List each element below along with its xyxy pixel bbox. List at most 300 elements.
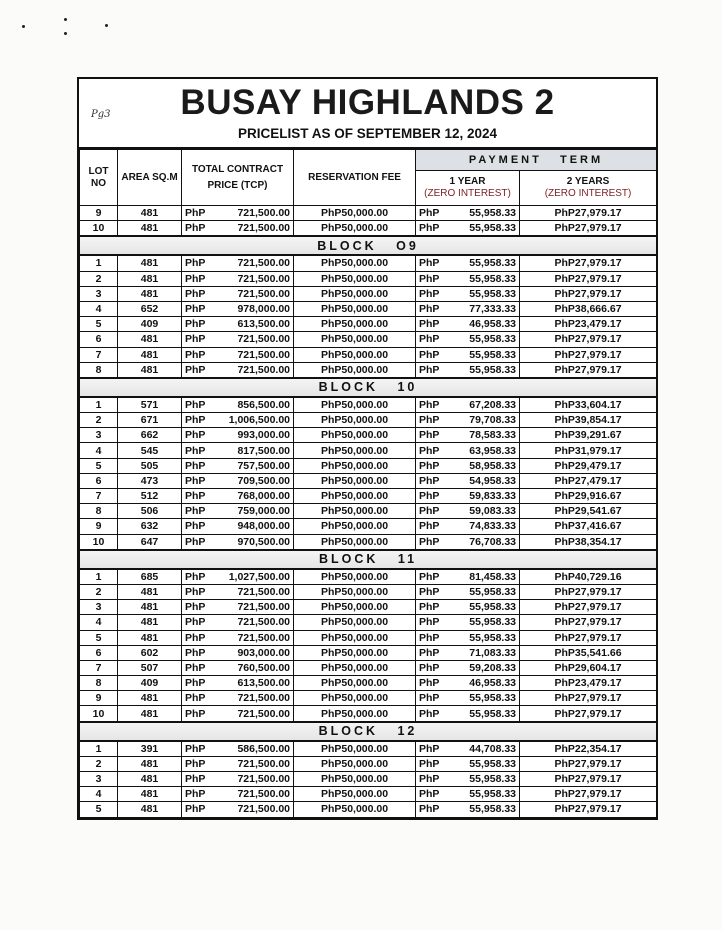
- tcp-amount: 721,500.00: [218, 787, 294, 802]
- tcp-amount: 721,500.00: [218, 286, 294, 301]
- reservation-fee: PhP50,000.00: [294, 301, 416, 316]
- one-year-currency: PhP: [416, 660, 452, 675]
- two-years-amount: PhP27,979.17: [520, 286, 657, 301]
- lot-area: 505: [118, 458, 182, 473]
- table-row: [80, 271, 657, 286]
- one-year-currency: PhP: [416, 600, 452, 615]
- tcp-amount: 721,500.00: [218, 347, 294, 362]
- one-year-currency: PhP: [416, 615, 452, 630]
- two-years-amount: PhP33,604.17: [520, 397, 657, 413]
- two-years-amount: PhP38,666.67: [520, 301, 657, 316]
- lot-area: 512: [118, 489, 182, 504]
- one-year-amount: 55,958.33: [452, 691, 520, 706]
- reservation-fee: PhP50,000.00: [294, 221, 416, 237]
- reservation-fee: PhP50,000.00: [294, 362, 416, 378]
- tcp-amount: 760,500.00: [218, 660, 294, 675]
- tcp-amount: 721,500.00: [218, 332, 294, 347]
- table-row: [80, 504, 657, 519]
- speck: [64, 32, 67, 35]
- one-year-currency: PhP: [416, 802, 452, 817]
- lot-area: 545: [118, 443, 182, 458]
- two-years-amount: PhP23,479.17: [520, 317, 657, 332]
- table-row: [80, 347, 657, 362]
- one-year-amount: 77,333.33: [452, 301, 520, 316]
- lot-area: 481: [118, 772, 182, 787]
- tcp-currency: PhP: [182, 504, 218, 519]
- table-row: [80, 615, 657, 630]
- reservation-fee: PhP50,000.00: [294, 317, 416, 332]
- reservation-fee: PhP50,000.00: [294, 458, 416, 473]
- one-year-amount: 55,958.33: [452, 600, 520, 615]
- table-row: [80, 443, 657, 458]
- lot-number: 4: [80, 615, 118, 630]
- two-years-amount: PhP27,979.17: [520, 255, 657, 271]
- reservation-fee: PhP50,000.00: [294, 332, 416, 347]
- tcp-amount: 721,500.00: [218, 772, 294, 787]
- one-year-amount: 71,083.33: [452, 645, 520, 660]
- one-year-amount: 55,958.33: [452, 615, 520, 630]
- table-row: [80, 301, 657, 316]
- reservation-fee: PhP50,000.00: [294, 691, 416, 706]
- one-year-amount: 63,958.33: [452, 443, 520, 458]
- lot-number: 2: [80, 271, 118, 286]
- lot-area: 391: [118, 741, 182, 757]
- table-row: [80, 691, 657, 706]
- reservation-fee: PhP50,000.00: [294, 443, 416, 458]
- one-year-amount: 67,208.33: [452, 397, 520, 413]
- table-row: [80, 534, 657, 550]
- two-years-amount: PhP27,979.17: [520, 600, 657, 615]
- tcp-currency: PhP: [182, 615, 218, 630]
- lot-number: 1: [80, 397, 118, 413]
- two-years-amount: PhP27,979.17: [520, 584, 657, 599]
- one-year-currency: PhP: [416, 691, 452, 706]
- lot-number: 2: [80, 756, 118, 771]
- one-year-currency: PhP: [416, 255, 452, 271]
- one-year-currency: PhP: [416, 301, 452, 316]
- tcp-currency: PhP: [182, 397, 218, 413]
- reservation-fee: PhP50,000.00: [294, 787, 416, 802]
- one-year-amount: 76,708.33: [452, 534, 520, 550]
- lot-area: 481: [118, 802, 182, 817]
- reservation-fee: PhP50,000.00: [294, 630, 416, 645]
- table-row: [80, 489, 657, 504]
- one-year-currency: PhP: [416, 706, 452, 722]
- one-year-amount: 55,958.33: [452, 221, 520, 237]
- tcp-amount: 993,000.00: [218, 428, 294, 443]
- lot-area: 481: [118, 691, 182, 706]
- lot-number: 5: [80, 458, 118, 473]
- one-year-currency: PhP: [416, 347, 452, 362]
- tcp-amount: 721,500.00: [218, 630, 294, 645]
- reservation-fee: PhP50,000.00: [294, 615, 416, 630]
- reservation-fee: PhP50,000.00: [294, 286, 416, 301]
- lot-area: 671: [118, 413, 182, 428]
- tcp-amount: 721,500.00: [218, 615, 294, 630]
- two-years-amount: PhP27,979.17: [520, 787, 657, 802]
- one-year-amount: 55,958.33: [452, 362, 520, 378]
- two-years-amount: PhP27,979.17: [520, 221, 657, 237]
- tcp-amount: 721,500.00: [218, 600, 294, 615]
- tcp-currency: PhP: [182, 489, 218, 504]
- table-row: [80, 741, 657, 757]
- tcp-amount: 721,500.00: [218, 271, 294, 286]
- lot-number: 10: [80, 221, 118, 237]
- two-years-amount: PhP29,541.67: [520, 504, 657, 519]
- one-year-currency: PhP: [416, 504, 452, 519]
- table-row: [80, 413, 657, 428]
- one-year-amount: 55,958.33: [452, 255, 520, 271]
- tcp-amount: 721,500.00: [218, 756, 294, 771]
- lot-number: 3: [80, 286, 118, 301]
- tcp-currency: PhP: [182, 660, 218, 675]
- lot-number: 9: [80, 206, 118, 221]
- one-year-currency: PhP: [416, 271, 452, 286]
- lot-area: 481: [118, 206, 182, 221]
- table-row: [80, 706, 657, 722]
- lot-number: 4: [80, 301, 118, 316]
- two-years-amount: PhP29,604.17: [520, 660, 657, 675]
- one-year-currency: PhP: [416, 519, 452, 534]
- table-row: [80, 645, 657, 660]
- two-years-amount: PhP27,479.17: [520, 473, 657, 488]
- lot-number: 8: [80, 504, 118, 519]
- lot-area: 481: [118, 255, 182, 271]
- reservation-fee: PhP50,000.00: [294, 772, 416, 787]
- one-year-currency: PhP: [416, 630, 452, 645]
- header-lot-no: LOT NO: [80, 150, 118, 206]
- two-years-amount: PhP22,354.17: [520, 741, 657, 757]
- lot-area: 685: [118, 569, 182, 585]
- tcp-amount: 721,500.00: [218, 691, 294, 706]
- table-row: [80, 397, 657, 413]
- two-years-amount: PhP27,979.17: [520, 691, 657, 706]
- lot-number: 5: [80, 317, 118, 332]
- lot-number: 3: [80, 600, 118, 615]
- reservation-fee: PhP50,000.00: [294, 645, 416, 660]
- tcp-currency: PhP: [182, 255, 218, 271]
- one-year-amount: 46,958.33: [452, 317, 520, 332]
- tcp-amount: 1,027,500.00: [218, 569, 294, 585]
- tcp-currency: PhP: [182, 645, 218, 660]
- pricelist-date: PRICELIST AS OF SEPTEMBER 12, 2024: [237, 126, 498, 141]
- one-year-currency: PhP: [416, 584, 452, 599]
- lot-area: 481: [118, 221, 182, 237]
- one-year-amount: 55,958.33: [452, 286, 520, 301]
- tcp-amount: 1,006,500.00: [218, 413, 294, 428]
- tcp-amount: 709,500.00: [218, 473, 294, 488]
- tcp-currency: PhP: [182, 332, 218, 347]
- price-table-body: [80, 206, 657, 818]
- header-tcp: TOTAL CONTRACT PRICE (TCP): [182, 150, 294, 206]
- block-label: BLOCK 11: [80, 550, 657, 569]
- table-row: [80, 787, 657, 802]
- speck: [22, 25, 25, 28]
- lot-area: 652: [118, 301, 182, 316]
- table-row: [80, 584, 657, 599]
- one-year-currency: PhP: [416, 221, 452, 237]
- tcp-currency: PhP: [182, 221, 218, 237]
- table-row: [80, 458, 657, 473]
- one-year-currency: PhP: [416, 756, 452, 771]
- two-years-amount: PhP27,979.17: [520, 362, 657, 378]
- header-one-year: [416, 171, 520, 206]
- price-table: [79, 149, 657, 818]
- reservation-fee: PhP50,000.00: [294, 489, 416, 504]
- tcp-amount: 948,000.00: [218, 519, 294, 534]
- tcp-amount: 817,500.00: [218, 443, 294, 458]
- tcp-amount: 856,500.00: [218, 397, 294, 413]
- two-years-amount: PhP27,979.17: [520, 615, 657, 630]
- one-year-currency: PhP: [416, 413, 452, 428]
- two-years-amount: PhP35,541.66: [520, 645, 657, 660]
- lot-area: 481: [118, 347, 182, 362]
- two-years-note: (ZERO INTEREST): [544, 188, 632, 199]
- table-row: [80, 802, 657, 817]
- tcp-currency: PhP: [182, 473, 218, 488]
- lot-number: 5: [80, 802, 118, 817]
- reservation-fee: PhP50,000.00: [294, 660, 416, 675]
- reservation-fee: PhP50,000.00: [294, 271, 416, 286]
- lot-number: 2: [80, 413, 118, 428]
- table-row: [80, 600, 657, 615]
- header-area: AREA SQ.M: [118, 150, 182, 206]
- one-year-amount: 59,083.33: [452, 504, 520, 519]
- lot-number: 6: [80, 645, 118, 660]
- one-year-amount: 74,833.33: [452, 519, 520, 534]
- one-year-currency: PhP: [416, 645, 452, 660]
- one-year-amount: 55,958.33: [452, 756, 520, 771]
- reservation-fee: PhP50,000.00: [294, 741, 416, 757]
- two-years-amount: PhP27,979.17: [520, 802, 657, 817]
- table-row: [80, 317, 657, 332]
- one-year-currency: PhP: [416, 332, 452, 347]
- one-year-currency: PhP: [416, 676, 452, 691]
- two-years-amount: PhP40,729.16: [520, 569, 657, 585]
- one-year-amount: 54,958.33: [452, 473, 520, 488]
- reservation-fee: PhP50,000.00: [294, 413, 416, 428]
- tcp-currency: PhP: [182, 584, 218, 599]
- pricelist-document: [77, 77, 658, 820]
- tcp-currency: PhP: [182, 756, 218, 771]
- lot-number: 7: [80, 660, 118, 675]
- reservation-fee: PhP50,000.00: [294, 756, 416, 771]
- one-year-currency: PhP: [416, 206, 452, 221]
- lot-number: 4: [80, 443, 118, 458]
- tcp-currency: PhP: [182, 600, 218, 615]
- one-year-currency: PhP: [416, 428, 452, 443]
- header-reservation-fee: RESERVATION FEE: [294, 150, 416, 206]
- reservation-fee: PhP50,000.00: [294, 206, 416, 221]
- two-years-amount: PhP29,916.67: [520, 489, 657, 504]
- two-years-amount: PhP27,979.17: [520, 706, 657, 722]
- lot-area: 632: [118, 519, 182, 534]
- lot-area: 647: [118, 534, 182, 550]
- tcp-currency: PhP: [182, 630, 218, 645]
- one-year-amount: 55,958.33: [452, 802, 520, 817]
- one-year-amount: 55,958.33: [452, 787, 520, 802]
- lot-number: 6: [80, 473, 118, 488]
- tcp-amount: 768,000.00: [218, 489, 294, 504]
- tcp-currency: PhP: [182, 347, 218, 362]
- two-years-amount: PhP27,979.17: [520, 630, 657, 645]
- tcp-amount: 721,500.00: [218, 221, 294, 237]
- lot-area: 481: [118, 706, 182, 722]
- lot-number: 5: [80, 630, 118, 645]
- page-reference-mark: Pg3: [91, 109, 111, 120]
- one-year-currency: PhP: [416, 741, 452, 757]
- lot-area: 481: [118, 271, 182, 286]
- lot-number: 7: [80, 347, 118, 362]
- reservation-fee: PhP50,000.00: [294, 473, 416, 488]
- one-year-currency: PhP: [416, 286, 452, 301]
- two-years-amount: PhP31,979.17: [520, 443, 657, 458]
- lot-area: 481: [118, 362, 182, 378]
- lot-number: 1: [80, 741, 118, 757]
- tcp-currency: PhP: [182, 772, 218, 787]
- tcp-currency: PhP: [182, 787, 218, 802]
- tcp-amount: 721,500.00: [218, 362, 294, 378]
- reservation-fee: PhP50,000.00: [294, 584, 416, 599]
- one-year-amount: 55,958.33: [452, 206, 520, 221]
- table-row: [80, 519, 657, 534]
- one-year-amount: 59,833.33: [452, 489, 520, 504]
- tcp-currency: PhP: [182, 413, 218, 428]
- tcp-currency: PhP: [182, 428, 218, 443]
- tcp-currency: PhP: [182, 676, 218, 691]
- one-year-currency: PhP: [416, 569, 452, 585]
- table-row: [80, 206, 657, 221]
- reservation-fee: PhP50,000.00: [294, 569, 416, 585]
- title-box: [79, 79, 656, 149]
- one-year-amount: 79,708.33: [452, 413, 520, 428]
- tcp-currency: PhP: [182, 271, 218, 286]
- lot-number: 3: [80, 772, 118, 787]
- table-row: [80, 362, 657, 378]
- tcp-amount: 721,500.00: [218, 206, 294, 221]
- two-years-amount: PhP29,479.17: [520, 458, 657, 473]
- tcp-amount: 721,500.00: [218, 802, 294, 817]
- tcp-amount: 757,500.00: [218, 458, 294, 473]
- lot-number: 9: [80, 691, 118, 706]
- tcp-amount: 613,500.00: [218, 676, 294, 691]
- tcp-currency: PhP: [182, 741, 218, 757]
- one-year-currency: PhP: [416, 458, 452, 473]
- one-year-currency: PhP: [416, 362, 452, 378]
- one-year-currency: PhP: [416, 772, 452, 787]
- block-header-row: [80, 550, 657, 569]
- tcp-amount: 613,500.00: [218, 317, 294, 332]
- one-year-amount: 55,958.33: [452, 332, 520, 347]
- lot-area: 662: [118, 428, 182, 443]
- table-row: [80, 756, 657, 771]
- tcp-currency: PhP: [182, 317, 218, 332]
- one-year-currency: PhP: [416, 534, 452, 550]
- lot-number: 8: [80, 676, 118, 691]
- table-row: [80, 255, 657, 271]
- one-year-amount: 55,958.33: [452, 584, 520, 599]
- speck: [64, 18, 67, 21]
- tcp-currency: PhP: [182, 301, 218, 316]
- lot-area: 481: [118, 600, 182, 615]
- two-years-amount: PhP27,979.17: [520, 332, 657, 347]
- reservation-fee: PhP50,000.00: [294, 802, 416, 817]
- block-header-row: [80, 378, 657, 397]
- one-year-amount: 58,958.33: [452, 458, 520, 473]
- table-row: [80, 332, 657, 347]
- tcp-amount: 586,500.00: [218, 741, 294, 757]
- two-years-amount: PhP27,979.17: [520, 206, 657, 221]
- tcp-currency: PhP: [182, 569, 218, 585]
- tcp-amount: 721,500.00: [218, 706, 294, 722]
- table-row: [80, 660, 657, 675]
- reservation-fee: PhP50,000.00: [294, 504, 416, 519]
- lot-area: 409: [118, 676, 182, 691]
- lot-area: 481: [118, 584, 182, 599]
- lot-number: 2: [80, 584, 118, 599]
- two-years-amount: PhP39,291.67: [520, 428, 657, 443]
- reservation-fee: PhP50,000.00: [294, 397, 416, 413]
- two-years-amount: PhP27,979.17: [520, 772, 657, 787]
- lot-area: 481: [118, 332, 182, 347]
- table-row: [80, 473, 657, 488]
- lot-area: 506: [118, 504, 182, 519]
- one-year-currency: PhP: [416, 473, 452, 488]
- lot-area: 481: [118, 615, 182, 630]
- block-label: BLOCK 10: [80, 378, 657, 397]
- tcp-amount: 903,000.00: [218, 645, 294, 660]
- one-year-amount: 44,708.33: [452, 741, 520, 757]
- one-year-amount: 81,458.33: [452, 569, 520, 585]
- tcp-amount: 721,500.00: [218, 584, 294, 599]
- tcp-currency: PhP: [182, 534, 218, 550]
- lot-area: 571: [118, 397, 182, 413]
- tcp-currency: PhP: [182, 286, 218, 301]
- one-year-currency: PhP: [416, 443, 452, 458]
- block-header-row: [80, 722, 657, 741]
- reservation-fee: PhP50,000.00: [294, 706, 416, 722]
- lot-number: 7: [80, 489, 118, 504]
- tcp-currency: PhP: [182, 362, 218, 378]
- reservation-fee: PhP50,000.00: [294, 255, 416, 271]
- one-year-currency: PhP: [416, 489, 452, 504]
- scan-specks: [0, 0, 200, 60]
- tcp-currency: PhP: [182, 458, 218, 473]
- lot-number: 4: [80, 787, 118, 802]
- lot-area: 507: [118, 660, 182, 675]
- lot-area: 481: [118, 787, 182, 802]
- lot-number: 9: [80, 519, 118, 534]
- tcp-amount: 721,500.00: [218, 255, 294, 271]
- reservation-fee: PhP50,000.00: [294, 600, 416, 615]
- two-years-amount: PhP27,979.17: [520, 347, 657, 362]
- block-header-row: [80, 236, 657, 255]
- lot-number: 1: [80, 255, 118, 271]
- tcp-amount: 970,500.00: [218, 534, 294, 550]
- one-year-amount: 55,958.33: [452, 271, 520, 286]
- table-row: [80, 772, 657, 787]
- header-two-years: [520, 171, 657, 206]
- table-row: [80, 221, 657, 237]
- lot-area: 481: [118, 286, 182, 301]
- one-year-amount: 78,583.33: [452, 428, 520, 443]
- one-year-note: (ZERO INTEREST): [424, 188, 511, 199]
- reservation-fee: PhP50,000.00: [294, 428, 416, 443]
- reservation-fee: PhP50,000.00: [294, 534, 416, 550]
- tcp-amount: 978,000.00: [218, 301, 294, 316]
- lot-number: 3: [80, 428, 118, 443]
- table-row: [80, 428, 657, 443]
